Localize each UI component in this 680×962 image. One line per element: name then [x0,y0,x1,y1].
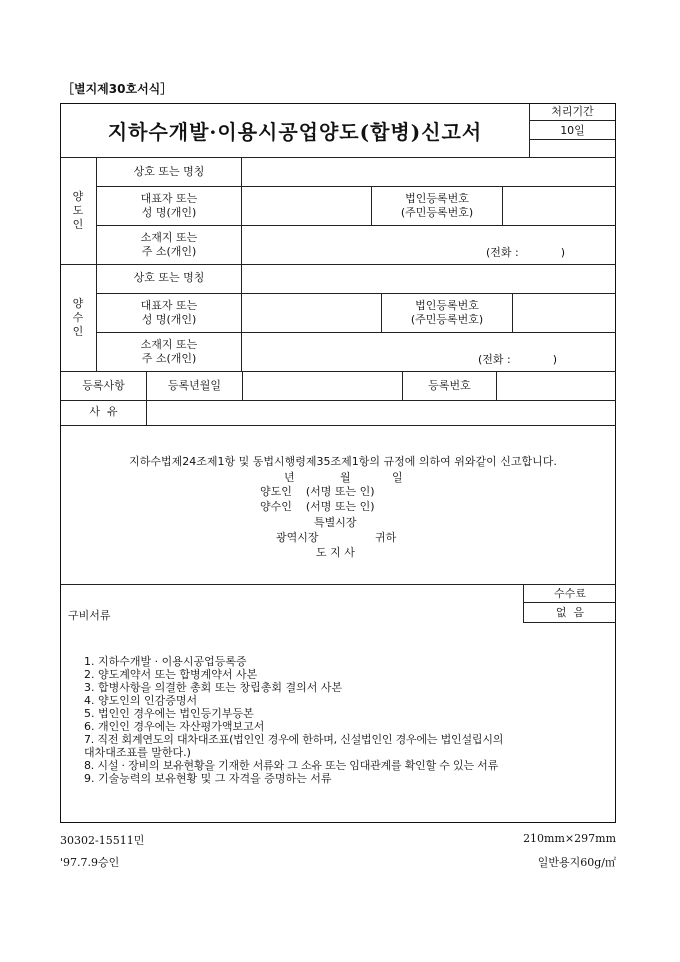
transferee-trade-name-label: 상호 또는 명칭 [133,271,205,284]
registration-matters-label: 등록사항 [82,379,125,392]
transferor-section-label: 양 도 인 [72,190,84,231]
processing-period-value: 10일 [560,124,585,137]
addressee-province: 도 지 사 [316,546,355,559]
document-item: 1. 지하수개발 · 이용시공업등록증 [84,655,247,668]
transferor-trade-name-label: 상호 또는 명칭 [133,165,205,178]
addressee-metropolitan-city: 광역시장 [276,531,319,544]
transferor-phone: (전화 : ) [486,246,565,259]
document-item: 5. 법인인 경우에는 법인등기부등본 [84,707,254,720]
document-item-continuation: 대차대조표를 말한다.) [84,746,191,759]
reason-label: 사 유 [89,405,118,418]
transferee-address-label: 소재지 또는 주 소(개인) [140,338,198,365]
documents-label: 구비서류 [68,609,111,622]
transferor-address-label: 소재지 또는 주 소(개인) [140,231,198,258]
date-year: 년 [284,471,295,484]
transferor-rep-label: 대표자 또는 성 명(개인) [140,192,198,219]
declaration-statement: 지하수법제24조제1항 및 동법시행령제35조제1항의 규정에 의하여 위와같이 신고합니다. [129,455,557,468]
fee-value: 없 음 [555,606,585,619]
document-item: 3. 합병사항을 의결한 총회 또는 창립총회 결의서 사본 [84,681,343,694]
registration-date-label: 등록년월일 [167,379,222,392]
registration-number-label: 등록번호 [428,379,471,392]
form-title: 지하수개발·이용시공업양도(합병)신고서 [107,119,483,144]
honorific: 귀하 [375,531,397,544]
date-month: 월 [340,471,351,484]
transferee-reg-number-label: 법인등록번호 (주민등록번호) [410,299,484,326]
form-code: 30302-15511민 [60,834,145,847]
transferee-section-label: 양 수 인 [72,297,84,338]
transferor-reg-number-label: 법인등록번호 (주민등록번호) [400,192,474,219]
transferee-phone: (전화 : ) [478,353,557,366]
approval-date: '97.7.9승인 [60,856,120,869]
document-item: 4. 양도인의 인감증명서 [84,694,198,707]
transferee-signature: 양수인 (서명 또는 인) [260,500,375,513]
processing-period-label: 처리기간 [551,105,594,118]
document-item: 2. 양도계약서 또는 합병계약서 사본 [84,668,258,681]
form-number: ［별지제30호서식］ [62,82,173,96]
date-day: 일 [392,471,403,484]
fee-label: 수수료 [554,587,586,600]
document-item: 6. 개인인 경우에는 자산평가액보고서 [84,720,265,733]
transferee-rep-label: 대표자 또는 성 명(개인) [140,299,198,326]
addressee-special-city: 특별시장 [314,516,357,529]
paper-size: 210mm×297mm [523,832,616,845]
paper-type: 일반용지60g/㎡ [537,856,616,869]
transferor-signature: 양도인 (서명 또는 인) [260,485,375,498]
document-item: 7. 직전 회계연도의 대차대조표(법인인 경우에 한하며, 신설법인인 경우에는 법인설립시의 [84,733,504,746]
document-item: 9. 기술능력의 보유현황 및 그 자격을 증명하는 서류 [84,772,332,785]
document-item: 8. 시설 · 장비의 보유현황을 기재한 서류와 그 소유 또는 임대관계를 확인할 수 있는 서류 [84,759,499,772]
